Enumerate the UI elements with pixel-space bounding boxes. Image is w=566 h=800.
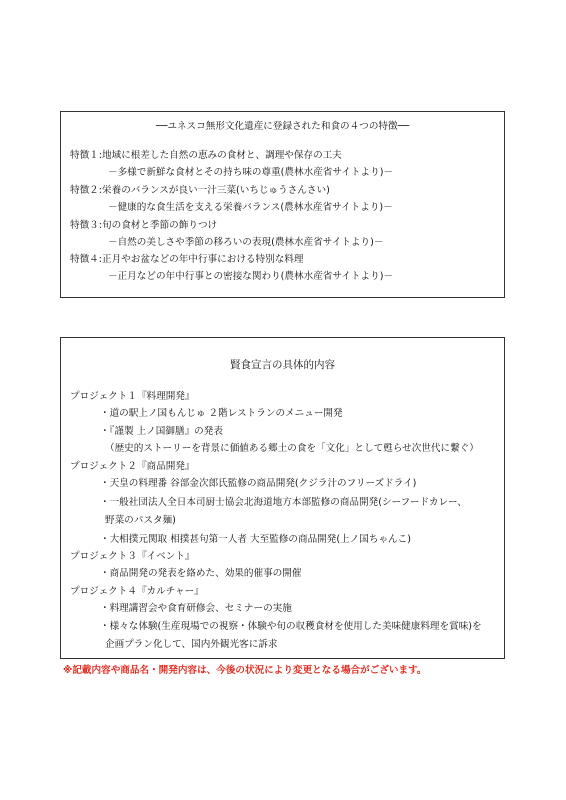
project-2: プロジェクト２『商品開発』 (70, 461, 195, 472)
features-box (60, 111, 505, 298)
project-4-item-2: ・様々な体験(生産現場での視察・体験や旬の収穫食材を使用した美味健康料理を賞味)を (100, 621, 482, 632)
project-1-item-1: ・道の駅上ノ国もんじゅ ２階レストランのメニュー開発 (100, 408, 343, 419)
project-2-item-1: ・天皇の料理番 谷部金次郎氏監修の商品開発(クジラ汁のフリーズドライ) (100, 478, 417, 489)
feature-3: 特徴３:旬の食材と季節の飾りつけ (70, 220, 218, 231)
features-title: ──ユネスコ無形文化遺産に登録された和食の４つの特徴── (155, 121, 410, 132)
project-2-item-3: ・大相撲元関取 相撲甚句第一人者 大至監修の商品開発(上ノ国ちゃんこ) (100, 534, 411, 545)
disclaimer-note: ※記載内容や商品名・開発内容は、今後の状況により変更となる場合がございます。 (63, 665, 427, 676)
feature-3-detail: －自然の美しさや季節の移ろいの表現(農林水産省サイトより)－ (108, 237, 384, 248)
project-4-item-2-cont: 企画プラン化して、国内外観光客に訴求 (105, 639, 278, 650)
project-3-item-1: ・商品開発の発表を絡めた、効果的催事の開催 (100, 568, 302, 579)
project-1-item-2: ・『謹製 上ノ国御膳』の発表 (100, 426, 223, 437)
declaration-box (60, 337, 505, 659)
feature-4: 特徴４:正月やお盆などの年中行事における特別な料理 (70, 254, 304, 265)
project-4-item-1: ・料理講習会や食育研修会、セミナーの実施 (100, 603, 292, 614)
project-2-item-2-cont: 野菜のパスタ麺) (105, 515, 176, 526)
project-4: プロジェクト４『カルチャー』 (70, 586, 204, 597)
feature-4-detail: －正月などの年中行事との密接な関わり(農林水産省サイトより)－ (108, 271, 394, 282)
feature-2-detail: －健康的な食生活を支える栄養バランス(農林水産省サイトより)－ (108, 202, 393, 213)
project-1: プロジェクト１『料理開発』 (70, 391, 195, 402)
feature-1-detail: －多様で新鮮な食材とその持ち味の尊重(農林水産省サイトより)－ (108, 167, 394, 178)
project-1-item-2-detail: （歴史的ストーリーを背景に価値ある郷土の食を「文化」として甦らせ次世代に繋ぐ） (105, 443, 479, 454)
project-2-item-2: ・一般社団法人全日本司厨士協会北海道地方本部監修の商品開発(シーフードカレー、 (100, 497, 467, 508)
feature-1: 特徴１:地域に根差した自然の恵みの食材と、調理や保存の工夫 (70, 150, 342, 161)
project-3: プロジェクト３『イベント』 (70, 551, 195, 562)
feature-2: 特徴２:栄養のバランスが良い一汁三菜(いちじゅうさんさい) (70, 185, 330, 196)
declaration-title: 賢食宣言の具体的内容 (230, 359, 335, 371)
